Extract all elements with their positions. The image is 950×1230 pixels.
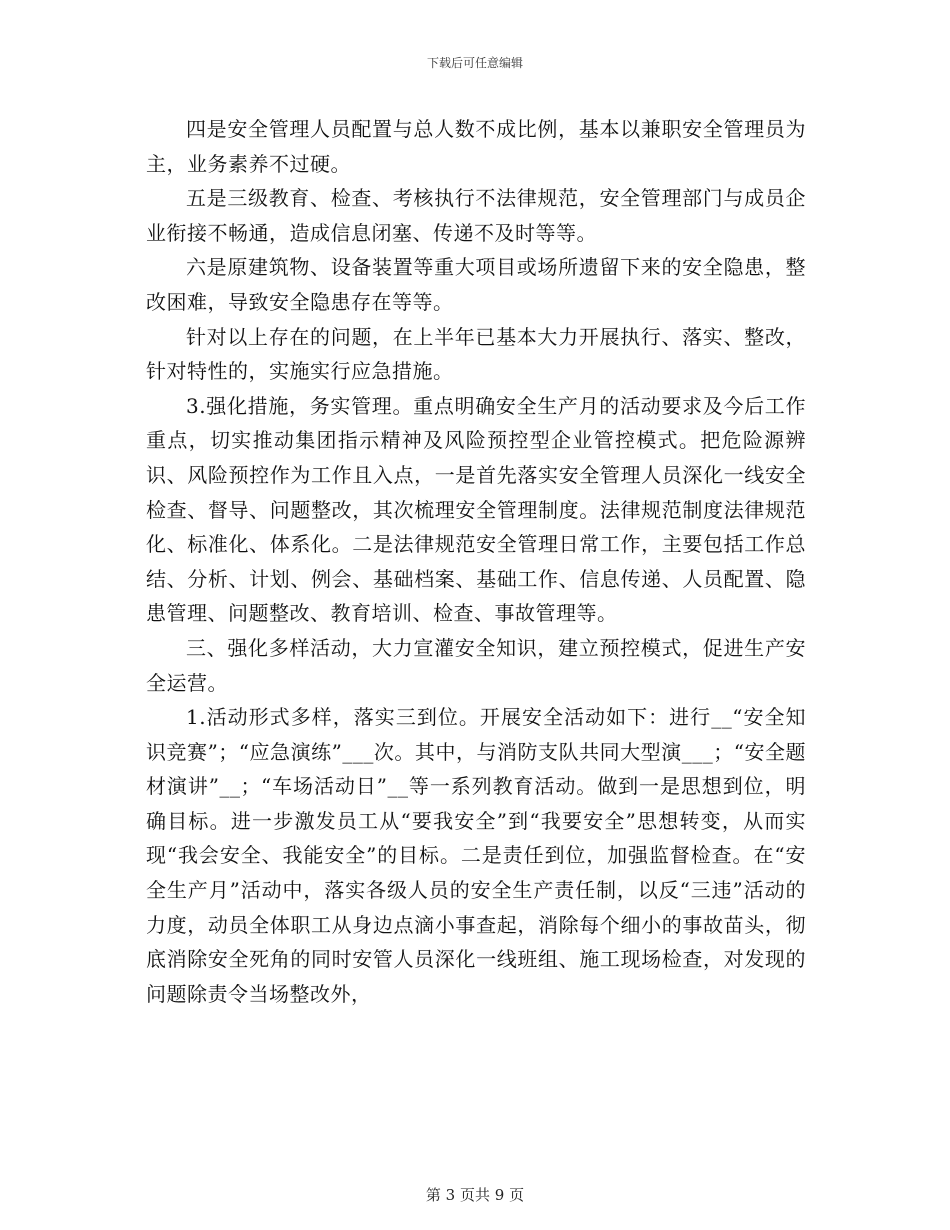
paragraph-activities: 1.活动形式多样，落实三到位。开展安全活动如下：进行__“安全知识竞赛”；“应急演练”___次。其中，与消防支队共同大型演___；“安全题材演讲”__；“车场活动日”__等一系列教育活动。做到一是思想到位，明确目标。进一步激发员工从“要我安全”到“我要安全”思想转变，从而实现“我会安全、我能安全”的目标。二是责任到位，加强监督检查。在“安全生产月”活动中，落实各级人员的安全生产责任制，以反“三违”活动的力度，动员全体职工从身边点滴小事查起，消除每个细小的事故苗头，彻底消除安全死角的同时安管人员深化一线班组、施工现场检查，对发现的问题除责令当场整改外， (146, 705, 806, 1006)
page-header: 下载后可任意编辑 (426, 56, 523, 70)
section-heading-three: 三、强化多样活动，大力宣灌安全知识，建立预控模式，促进生产安全运营。 (146, 635, 806, 695)
document-body (146, 112, 806, 1011)
paragraph-5: 五是三级教育、检查、考核执行不法律规范，安全管理部门与成员企业衔接不畅通，造成信息闭塞、传递不及时等等。 (146, 186, 806, 245)
paragraph-4: 四是安全管理人员配置与总人数不成比例，基本以兼职安全管理员为主，业务素养不过硬。 (146, 117, 806, 176)
paragraph-section-3: 3.强化措施，务实管理。重点明确安全生产月的活动要求及今后工作重点，切实推动集团指示精神及风险预控型企业管控模式。把危险源辨识、风险预控作为工作且入点，一是首先落实安全管理人员深化一线安全检查、督导、问题整改，其次梳理安全管理制度。法律规范制度法律规范化、标准化、体系化。二是法律规范安全管理日常工作，主要包括工作总结、分析、计划、例会、基础档案、基础工作、信息传递、人员配置、隐患管理、问题整改、教育培训、检查、事故管理等。 (146, 393, 806, 626)
paragraph-summary: 针对以上存在的问题，在上半年已基本大力开展执行、落实、整改，针对特性的，实施实行应急措施。 (146, 324, 806, 384)
page-footer: 第 3 页共 9 页 (425, 1186, 525, 1204)
paragraph-6: 六是原建筑物、设备装置等重大项目或场所遗留下来的安全隐患，整改困难，导致安全隐患存在等等。 (146, 255, 806, 314)
